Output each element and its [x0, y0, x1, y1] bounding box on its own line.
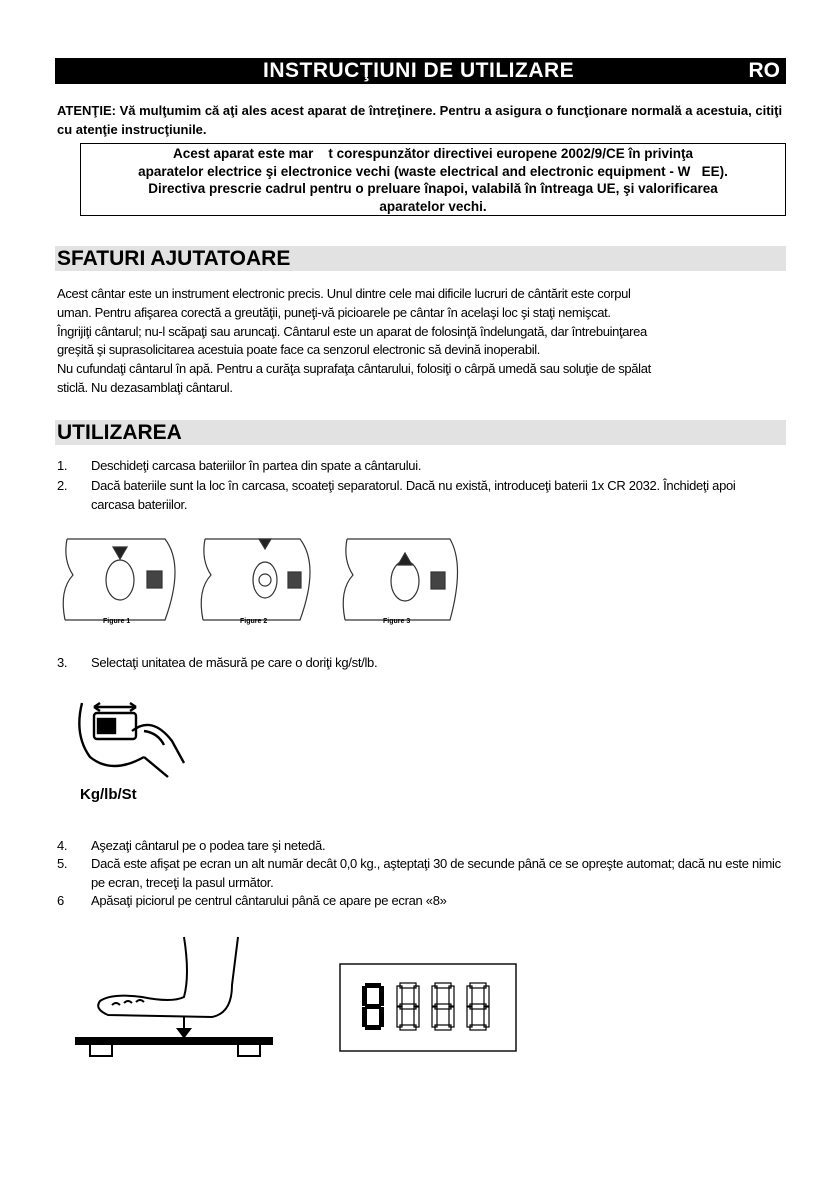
step-text: Selectaţi unitatea de măsură pe care o doriţi kg/st/lb. — [91, 655, 378, 670]
figure-caption: Figure 1 — [103, 618, 131, 625]
tips-line: greşită şi suprasolicitarea acestuia poate face ca senzorul electronic să devină inoperabil. — [57, 342, 541, 358]
weee-line: Acest aparat este mar t corespunzător directivei europene 2002/9/CE în privinţa — [173, 146, 693, 161]
step-number: 4. — [57, 838, 68, 853]
step-number: 6 — [57, 893, 64, 908]
weee-line: Directiva prescrie cadrul pentru o preluare înapoi, valabilă în întreaga UE, şi valorificarea — [148, 181, 718, 196]
figure-caption: Figure 2 — [240, 618, 268, 625]
tips-line: uman. Pentru afişarea corectă a greutăţii, puneţi-vă picioarele pe cântar în acelaşi loc şi staţi nemişcat. — [57, 304, 611, 320]
step-text: Deschideţi carcasa bateriilor în partea din spate a cântarului. — [91, 458, 422, 473]
title-bar — [55, 58, 786, 84]
step-text: Aşezaţi cântarul pe o podea tare şi netedă. — [91, 838, 326, 853]
page-title: INSTRUCŢIUNI DE UTILIZARE — [263, 59, 575, 82]
step-text: Apăsaţi piciorul pe centrul cântarului până ce apare pe ecran «8» — [91, 893, 447, 908]
step-number: 1. — [57, 458, 68, 473]
step-number: 5. — [57, 856, 68, 871]
tips-line: Nu cufundaţi cântarul în apă. Pentru a curăţa suprafaţa cântarului, folosiţi o cârpă umedă sau soluţie de spălat — [57, 361, 651, 377]
weee-notice-box — [80, 143, 786, 216]
step-number: 3. — [57, 655, 68, 670]
section-heading-tips: SFATURI AJUTATOARE — [55, 246, 786, 271]
tips-line: sticlă. Nu dezasamblaţi cântarul. — [57, 379, 233, 395]
tips-line: Acest cântar este un instrument electronic precis. Unul dintre cele mai dificile lucruri de cântărit este corpul — [57, 286, 631, 301]
foot-on-scale-illustration — [72, 935, 277, 1063]
battery-figures — [55, 535, 475, 630]
unit-switch-illustration — [72, 695, 187, 780]
step-text: Dacă este afişat pe ecran un alt număr decât 0,0 kg., aşteptaţi 30 de secunde până ce se opreşte automat; dacă nu este nimic pe ecran, treceţi la pasul următor. — [91, 856, 781, 890]
weee-line: aparatelor electrice şi electronice vechi (waste electrical and electronic equipment - W EE). — [138, 163, 728, 179]
step-number: 2. — [57, 478, 68, 493]
tips-paragraph — [57, 285, 787, 398]
language-code: RO — [748, 59, 780, 82]
step-text: Dacă bateriile sunt la loc în carcasa, scoateţi separatorul. Dacă nu există, introduceţi baterii 1x CR 2032. Închideţi apoi carcasa bateriilor. — [91, 478, 736, 512]
weee-line: aparatelor vechi. — [379, 198, 487, 214]
scale-display-8888 — [339, 963, 517, 1052]
units-label: Kg/lb/St — [80, 786, 137, 803]
section-heading-use: UTILIZAREA — [55, 420, 786, 445]
tips-line: Îngrijiţi cântarul; nu-l scăpaţi sau aruncaţi. Cântarul este un aparat de folosinţă îndelungată, dar întrebuinţarea — [57, 323, 647, 339]
figure-caption: Figure 3 — [383, 618, 411, 625]
attention-note: ATENŢIE: Vă mulţumim că aţi ales acest aparat de întreţinere. Pentru a asigura o funcţionare normală a acestuia, citiţi cu atenţie instrucţiunile. — [57, 103, 783, 137]
